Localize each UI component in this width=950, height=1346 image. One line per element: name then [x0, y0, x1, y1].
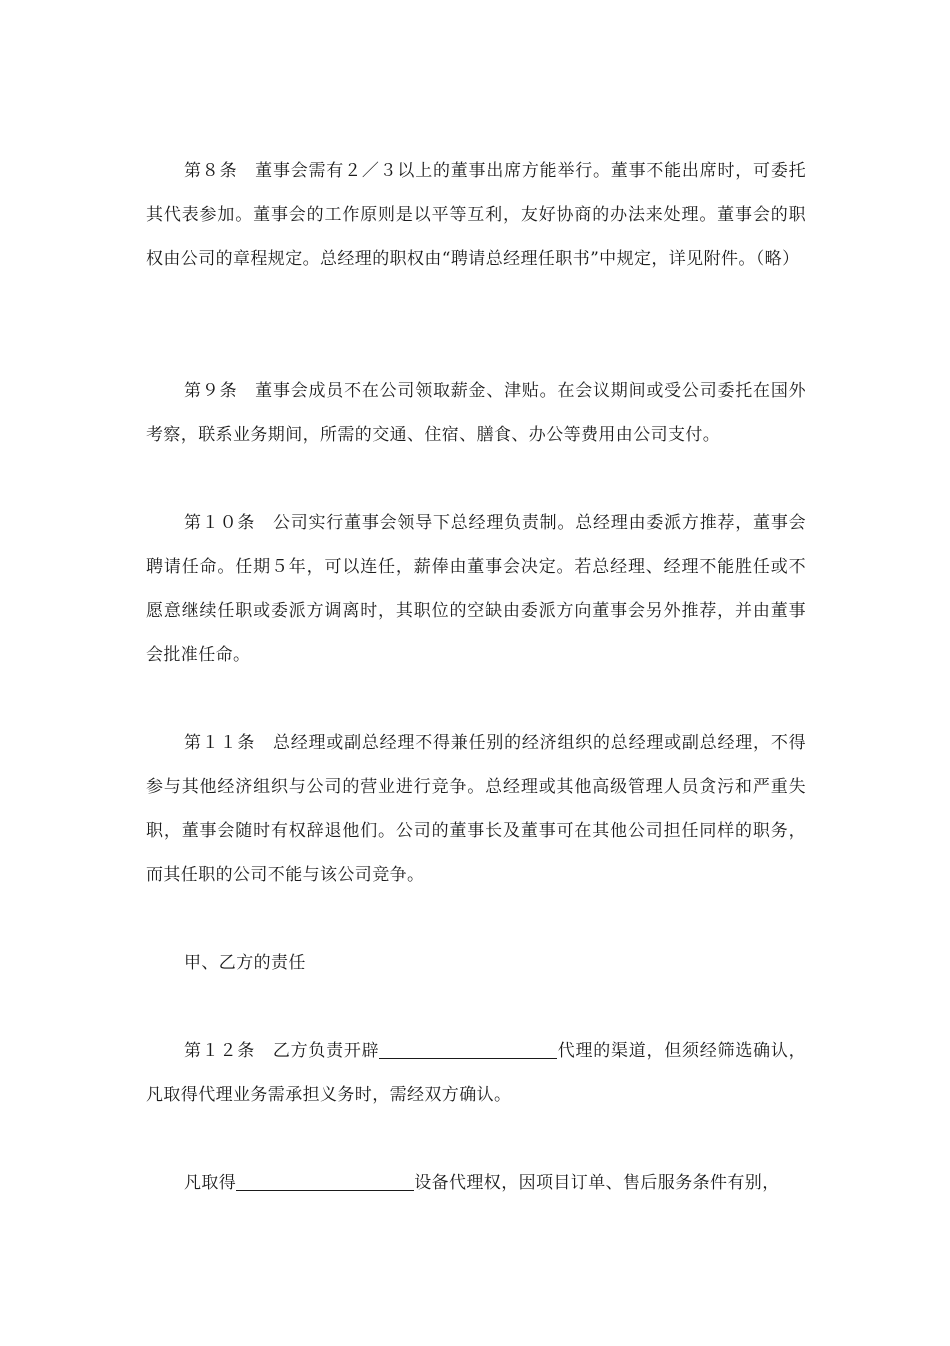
article-9-text: 董事会成员不在公司领取薪金、津贴。在会议期间或受公司委托在国外考察，联系业务期间，所需的交通、住宿、膳食、办公等费用由公司支付。 [146, 381, 807, 445]
article-12-paragraph [146, 1029, 806, 1117]
paragraph-13 [146, 1161, 806, 1205]
article-11-paragraph [146, 721, 806, 897]
article-10-number: 第１０条 [184, 513, 256, 533]
article-11-text: 总经理或副总经理不得兼任别的经济组织的总经理或副总经理，不得参与其他经济组织与公司的营业进行竞争。总经理或其他高级管理人员贪污和严重失职，董事会随时有权辞退他们。公司的董事长及董事可在其他公司担任同样的职务，而其任职的公司不能与该公司竞争。 [146, 733, 807, 885]
article-10-paragraph [146, 501, 806, 677]
article-9-paragraph [146, 369, 806, 457]
article-12-text-before: 乙方负责开辟 [272, 1041, 380, 1061]
article-10-text: 公司实行董事会领导下总经理负责制。总经理由委派方推荐，董事会聘请任命。任期５年，可以连任，薪俸由董事会决定。若总经理、经理不能胜任或不愿意继续任职或委派方调离时，其职位的空缺由委派方向董事会另外推荐，并由董事会批准任命。 [146, 513, 807, 665]
article-12-text-after: 代理的渠道，但须经筛选确认，凡取得代理业务需承担义务时，需经双方确认。 [146, 1041, 806, 1105]
article-12-number: 第１２条 [184, 1041, 256, 1061]
article-8-number: 第８条 [184, 161, 238, 181]
article-8-paragraph [146, 149, 806, 281]
section-heading: 甲、乙方的责任 [184, 953, 306, 973]
article-11-number: 第１１条 [184, 733, 256, 753]
paragraph-13-text-before: 凡取得 [184, 1173, 237, 1193]
fill-in-blank-line[interactable] [379, 1040, 557, 1059]
paragraph-13-text-after: 设备代理权，因项目订单、售后服务条件有别， [414, 1173, 780, 1193]
fill-in-blank-line[interactable] [236, 1172, 414, 1191]
article-9-number: 第９条 [184, 381, 238, 401]
article-8-text: 董事会需有２／３以上的董事出席方能举行。董事不能出席时，可委托其代表参加。董事会的工作原则是以平等互利，友好协商的办法来处理。董事会的职权由公司的章程规定。总经理的职权由“聘请总经理任职书”中规定，详见附件。（略） [146, 161, 807, 269]
